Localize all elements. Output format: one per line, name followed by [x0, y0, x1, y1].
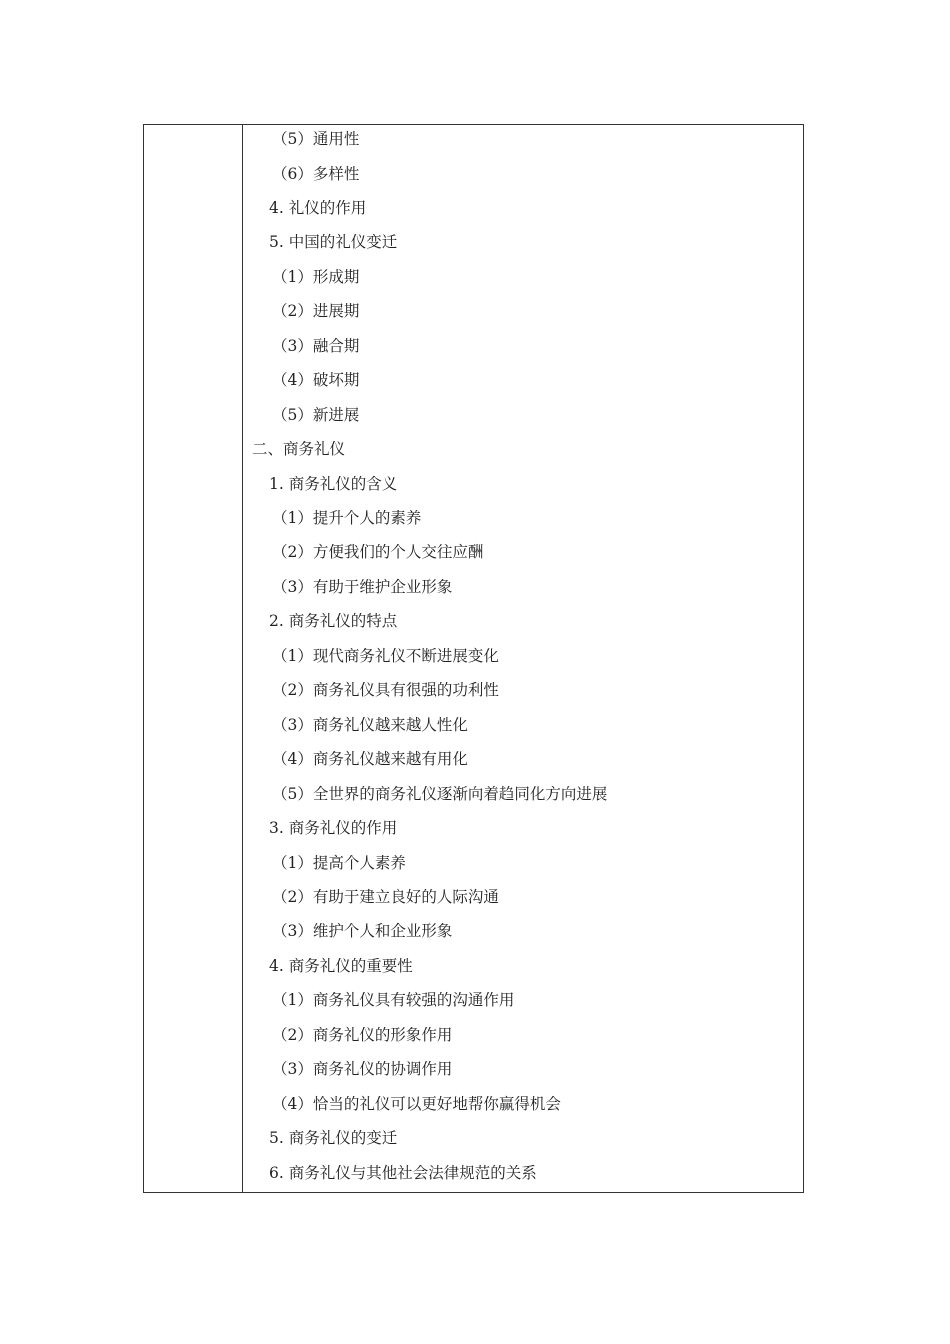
outline-line: 3. 商务礼仪的作用 [269, 819, 398, 837]
table-right-column [243, 125, 803, 1192]
outline-line: （1）商务礼仪具有较强的沟通作用 [272, 991, 515, 1010]
outline-line: （6）多样性 [272, 164, 360, 183]
outline-line: 4. 礼仪的作用 [269, 198, 367, 217]
outline-line: （2）商务礼仪具有很强的功利性 [272, 681, 499, 700]
outline-line: （3）融合期 [272, 336, 360, 355]
content-table [143, 124, 804, 1193]
outline-line: （1）形成期 [272, 267, 360, 286]
outline-line: 6. 商务礼仪与其他社会法律规范的关系 [269, 1163, 537, 1182]
outline-line: （3）有助于维护企业形象 [272, 577, 453, 596]
outline-line: 4. 商务礼仪的重要性 [269, 956, 413, 975]
outline-line: 1. 商务礼仪的含义 [269, 474, 398, 493]
table-left-column [144, 125, 243, 1192]
outline-line: 5. 中国的礼仪变迁 [269, 233, 398, 252]
outline-line: （3）商务礼仪越来越人性化 [272, 715, 468, 734]
outline-line: （2）方便我们的个人交往应酬 [272, 543, 484, 562]
outline-line: （1）提高个人素养 [272, 853, 406, 872]
outline-line: （4）商务礼仪越来越有用化 [272, 750, 468, 769]
outline-line: （3）商务礼仪的协调作用 [272, 1060, 453, 1079]
outline-line: （4）破坏期 [272, 371, 360, 390]
outline-line: （4）恰当的礼仪可以更好地帮你赢得机会 [272, 1094, 561, 1113]
outline-line: （1）现代商务礼仪不断进展变化 [272, 646, 499, 665]
outline-line: （5）新进展 [272, 405, 360, 424]
outline-line: 5. 商务礼仪的变迁 [269, 1129, 398, 1148]
outline-line: （2）有助于建立良好的人际沟通 [272, 887, 499, 906]
outline-line: （2）商务礼仪的形象作用 [272, 1025, 453, 1044]
outline-line: （2）进展期 [272, 302, 360, 321]
outline-line: （5）通用性 [272, 130, 360, 148]
outline-line: （3）维护个人和企业形象 [272, 922, 453, 941]
outline-line: 2. 商务礼仪的特点 [269, 612, 398, 631]
outline-line: 二、商务礼仪 [252, 440, 346, 459]
outline-line: （1）提升个人的素养 [272, 509, 422, 527]
outline-line: （5）全世界的商务礼仪逐渐向着趋同化方向进展 [272, 784, 608, 803]
